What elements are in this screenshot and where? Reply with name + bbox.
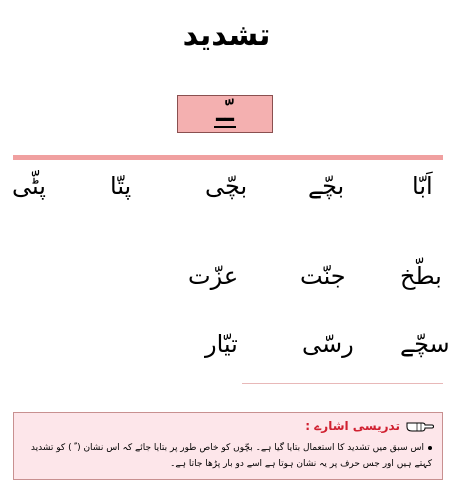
word-tayyar: تیّار [205,330,238,358]
word-bachchi: بچّی [205,172,248,200]
shadda-mark-box [177,95,273,133]
word-abba: اَبّا [412,172,433,200]
word-jannat: جنّت [300,262,346,290]
word-bachche: بچّے [308,172,345,200]
shadda-mark: ـّـ [216,98,234,128]
word-patti: پٹّی [12,172,46,200]
word-izzat: عزّت [188,262,239,290]
note-body [22,440,432,472]
end-rule [242,383,443,384]
word-sachche: سچّے [400,330,450,358]
pointing-hand-icon [406,419,434,433]
word-rassi: رسّی [302,330,354,358]
page-title: تشدید [182,18,271,53]
note-title: تدریسی اشارے : [305,419,400,433]
word-patta: پتّا [110,172,132,200]
note-text: اس سبق میں تشدید کا استعمال بتایا گیا ہے۔ بچّوں کو خاص طور پر بتایا جائے کہ اس نشان ( ّ ) کو تشدید کہتے ہیں اور جس حرف پر یہ نشان ہوتا ہے اسے دو بار پڑھا جاتا ہے۔ [30,443,432,469]
section-divider [13,155,443,160]
teaching-note [13,412,443,480]
word-battakh: بطّخ [400,262,442,290]
bullet-icon [428,446,432,450]
note-header [305,419,434,433]
